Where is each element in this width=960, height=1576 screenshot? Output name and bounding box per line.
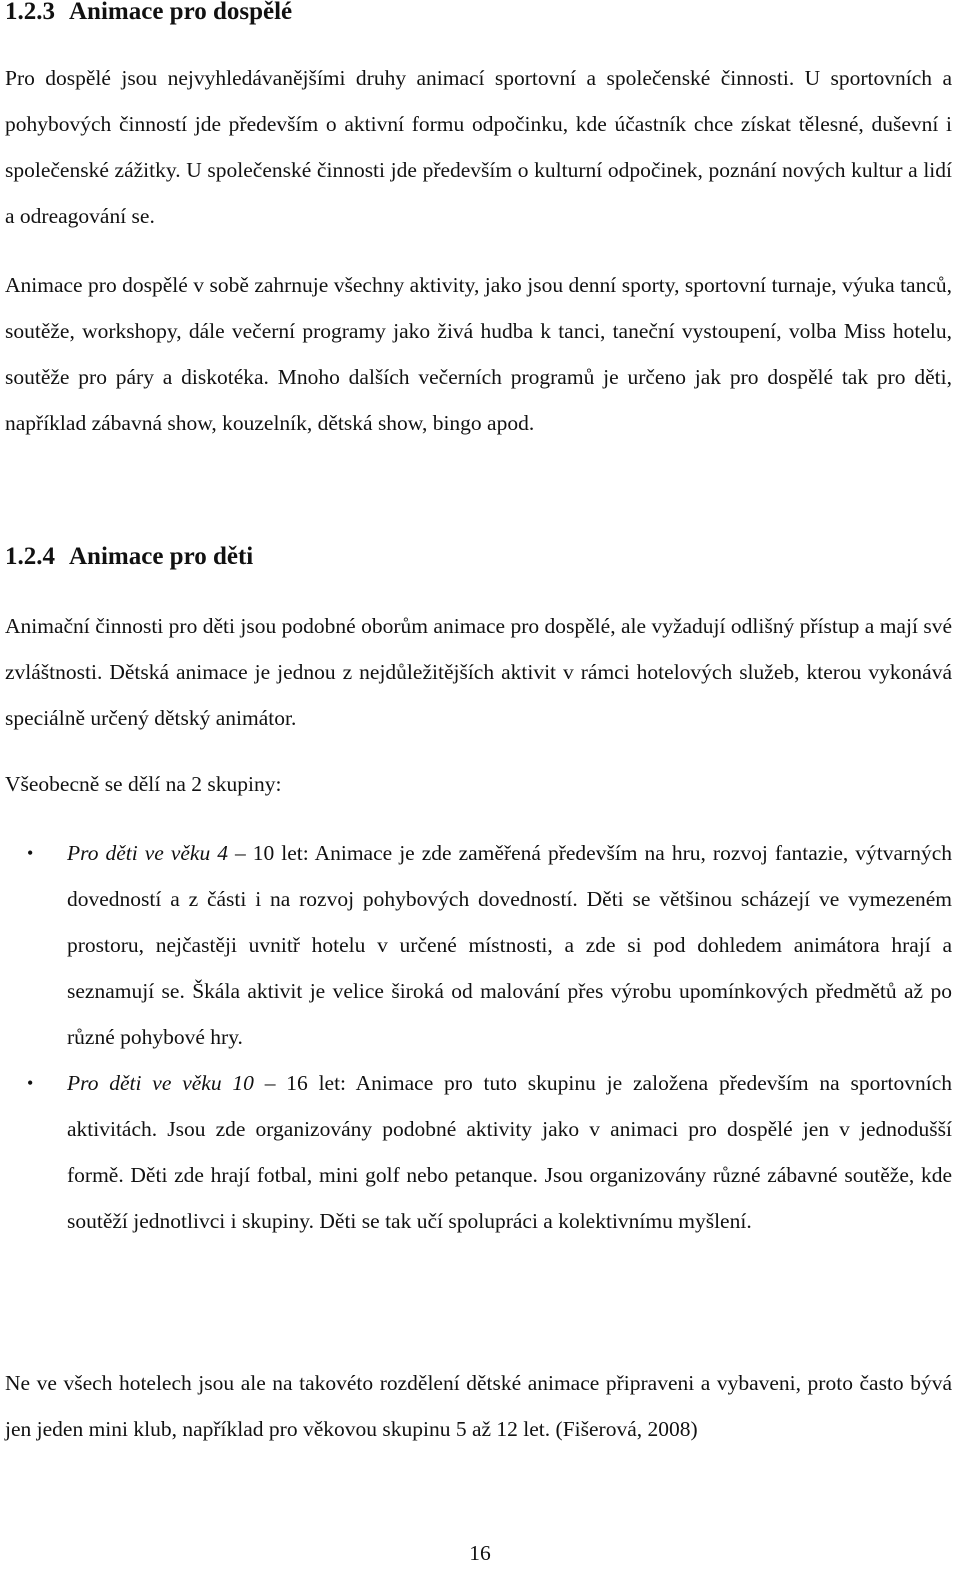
list-item-text: – 10 let: Animace je zde zaměřená především na hru, rozvoj fantazie, výtvarných dovedností a z části i na rozvoj pohybových dovedností. Děti se většinou scházejí ve vymezeném prostoru, nejčastěji uvnitř hotelu v určené místnosti, a zde si pod dohledem animátora hrají a seznamují se. Škála aktivit je velice široká od malování přes výrobu upomínkových předmětů až po různé pohybové hry. [67, 841, 952, 1049]
paragraph-children-groups: Všeobecně se dělí na 2 skupiny: [5, 772, 282, 796]
section-title: Animace pro děti [69, 543, 254, 570]
paragraph-adults-activities: Animace pro dospělé v sobě zahrnuje všechny aktivity, jako jsou denní sporty, sportovní turnaje, výuka tanců, soutěže, workshopy, dále večerní programy jako živá hudba k tanci, taneční vystoupení, volba Miss hotelu, soutěže pro páry a diskotéka. Mnoho dalších večerních programů je určeno jak pro dospělé tak pro děti, například zábavná show, kouzelník, dětská show, bingo apod. [5, 273, 952, 435]
paragraph-adults-intro: Pro dospělé jsou nejvyhledávanějšími druhy animací sportovní a společenské činnosti. U sportovních a pohybových činností jde především o aktivní formu odpočinku, kde účastník chce získat tělesné, duševní i společenské zážitky. U společenské činnosti jde především o kulturní odpočinek, poznání nových kultur a lidí a odreagování se. [5, 66, 952, 228]
list-item-lead: Pro děti ve věku 10 [67, 1071, 254, 1095]
bullet-icon: • [27, 1073, 34, 1093]
bullet-icon: • [27, 843, 34, 863]
section-heading-adults [5, 0, 292, 28]
section-number: 1.2.3 [5, 0, 55, 25]
page-number: 16 [469, 1541, 491, 1565]
section-title: Animace pro dospělé [69, 0, 293, 25]
age-group-list [5, 830, 952, 1244]
list-item-lead: Pro děti ve věku 4 [67, 841, 228, 865]
list-item [5, 830, 952, 1060]
paragraph-children-intro: Animační činnosti pro děti jsou podobné oborům animace pro dospělé, ale vyžadují odlišný přístup a mají své zvláštnosti. Dětská animace je jednou z nejdůležitějších aktivit v rámci hotelových služeb, kterou vykonává speciálně určený dětský animátor. [5, 614, 952, 730]
section-number: 1.2.4 [5, 543, 55, 570]
paragraph-children-conclusion: Ne ve všech hotelech jsou ale na takovéto rozdělení dětské animace připraveni a vybaveni, proto často bývá jen jeden mini klub, například pro věkovou skupinu 5 až 12 let. (Fišerová, 2008) [5, 1371, 952, 1441]
list-item [5, 1060, 952, 1244]
section-heading-children [5, 541, 253, 573]
list-item-text: – 16 let: Animace pro tuto skupinu je založena především na sportovních aktivitách. Jsou zde organizovány podobné aktivity jako v animaci pro dospělé jen v jednodušší formě. Děti zde hrají fotbal, mini golf nebo petanque. Jsou organizovány různé zábavné soutěže, kde soutěží jednotlivci i skupiny. Děti se tak učí spolupráci a kolektivnímu myšlení. [67, 1071, 952, 1233]
